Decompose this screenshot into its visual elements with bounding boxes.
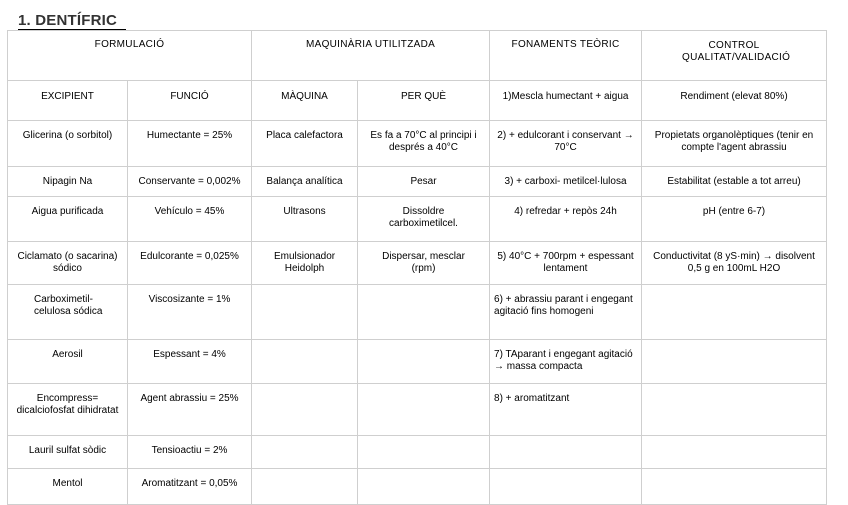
document-title: 1. DENTÍFRIC [18,12,126,30]
maquina-cell [252,285,358,340]
perque-cell: Pesar [358,167,490,197]
perque-cell [358,285,490,340]
maquina-cell [252,340,358,384]
funcio-cell: Humectante = 25% [128,121,252,167]
funcio-cell: Tensioactiu = 2% [128,436,252,469]
excipient-cell: Aerosil [8,340,128,384]
control-cell: Estabilitat (estable a tot arreu) [642,167,827,197]
subheader-funcio: FUNCIÓ [128,81,252,121]
perque-cell [358,340,490,384]
perque-cell [358,384,490,436]
perque-cell: Dispersar, mesclar (rpm) [358,242,490,285]
fonament-cell: 7) TAparant i engegant agitació → massa compacta [490,340,642,384]
control-cell [642,340,827,384]
excipient-cell: Glicerina (o sorbitol) [8,121,128,167]
control-rendiment: Rendiment (elevat 80%) [642,81,827,121]
funcio-cell: Espessant = 4% [128,340,252,384]
excipient-cell: Encompress= dicalciofosfat dihidratat [8,384,128,436]
control-cell [642,384,827,436]
header-control: CONTROL QUALITAT/VALIDACIÓ [642,31,827,81]
perque-cell: Dissoldre carboximetilcel. [358,197,490,242]
funcio-cell: Edulcorante = 0,025% [128,242,252,285]
excipient-cell: Ciclamato (o sacarina) sódico [8,242,128,285]
control-cell: pH (entre 6-7) [642,197,827,242]
header-maquinaria: MAQUINÀRIA UTILITZADA [252,31,490,81]
control-cell [642,436,827,469]
subheader-excipient: EXCIPIENT [8,81,128,121]
maquina-cell: Ultrasons [252,197,358,242]
fonament-cell: 3) + carboxi- metilcel·lulosa [490,167,642,197]
table-row [8,197,827,242]
table-row [8,121,827,167]
header-fonaments: FONAMENTS TEÒRIC [490,31,642,81]
fonament-cell: 2) + edulcorant i conservant → 70°C [490,121,642,167]
perque-cell: Es fa a 70°C al principi i després a 40°C [358,121,490,167]
subheader-maquina: MÀQUINA [252,81,358,121]
funcio-cell: Vehículo = 45% [128,197,252,242]
dentifric-table [7,30,827,505]
table-row [8,436,827,469]
fonament-cell [490,436,642,469]
funcio-cell: Viscosizante = 1% [128,285,252,340]
perque-cell [358,436,490,469]
excipient-cell: Carboximetil-celulosa sódica [8,285,128,340]
table-row [8,469,827,505]
table-row [8,167,827,197]
funcio-cell: Aromatitzant = 0,05% [128,469,252,505]
fonament-cell [490,469,642,505]
control-cell [642,469,827,505]
control-cell: Propietats organolèptiques (tenir en compte l'agent abrassiu [642,121,827,167]
fonament-cell: 5) 40°C + 700rpm + espessant lentament [490,242,642,285]
maquina-cell [252,436,358,469]
excipient-cell: Lauril sulfat sòdic [8,436,128,469]
fonament-cell: 4) refredar + repòs 24h [490,197,642,242]
maquina-cell [252,469,358,505]
fonament-cell: 8) + aromatitzant [490,384,642,436]
excipient-cell: Mentol [8,469,128,505]
subheader-perque: PER QUÈ [358,81,490,121]
maquina-cell: Emulsionador Heidolph [252,242,358,285]
fonament-cell: 6) + abrassiu parant i engegant agitació fins homogeni [490,285,642,340]
fonament-step-1: 1)Mescla humectant + aigua [490,81,642,121]
header-formulacio: FORMULACIÓ [8,31,252,81]
excipient-cell: Nipagin Na [8,167,128,197]
table-row [8,285,827,340]
maquina-cell: Balança analítica [252,167,358,197]
table-row [8,340,827,384]
funcio-cell: Conservante = 0,002% [128,167,252,197]
control-cell: Conductivitat (8 yS·min) → disolvent 0,5 g en 100mL H2O [642,242,827,285]
maquina-cell [252,384,358,436]
table-row [8,384,827,436]
funcio-cell: Agent abrassiu = 25% [128,384,252,436]
excipient-cell: Aigua purificada [8,197,128,242]
perque-cell [358,469,490,505]
control-cell [642,285,827,340]
table-row [8,242,827,285]
maquina-cell: Placa calefactora [252,121,358,167]
